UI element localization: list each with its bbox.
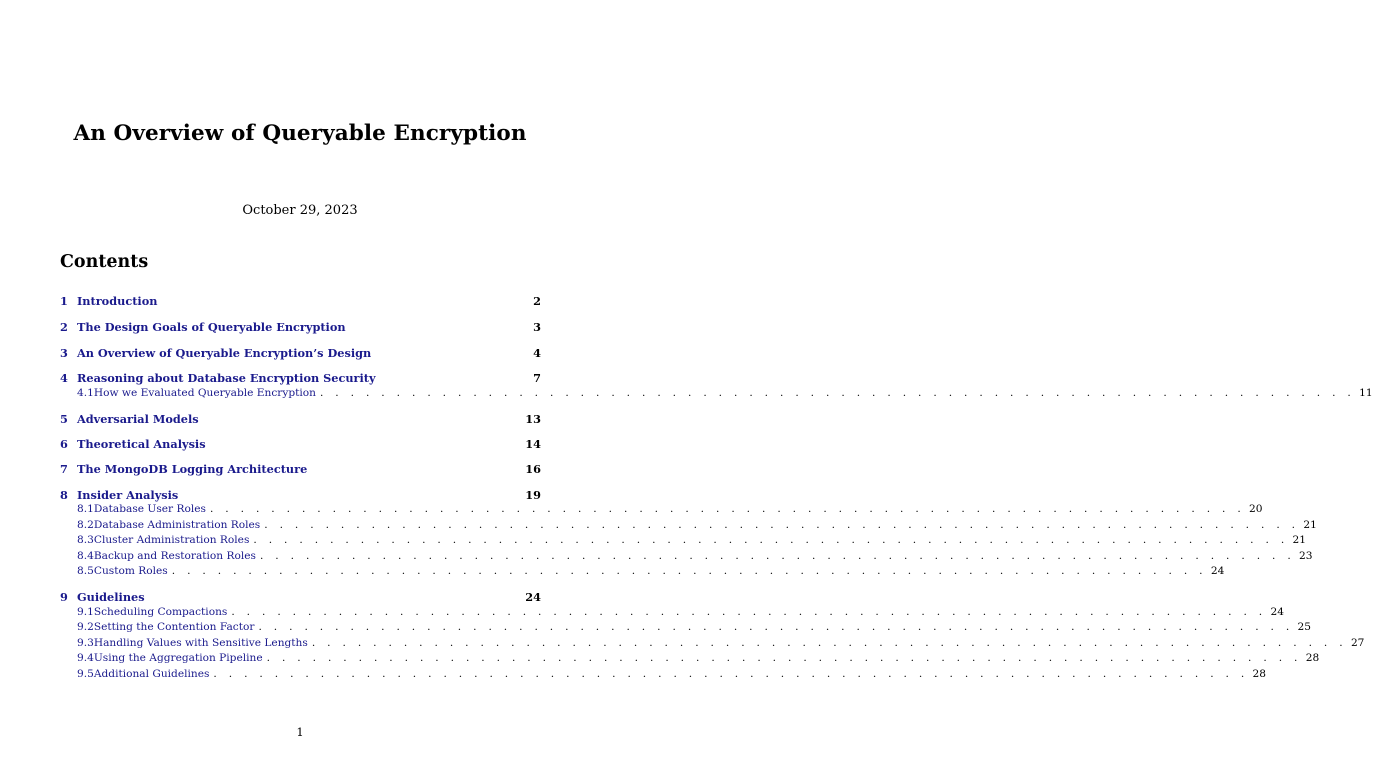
toc-label[interactable]: How we Evaluated Queryable Encryption (93, 387, 316, 399)
toc-label[interactable]: Backup and Restoration Roles (93, 550, 256, 562)
document-date: October 29, 2023 (242, 203, 358, 218)
toc-number: 7 (60, 462, 68, 476)
toc-leader-dots: . . . . . . . . . . . . . . . . . . . . . . . . . . . . . . . . . . . . . . . . . . . . . . . . . . . . . . . . . . . . . . . . . . . . (213, 668, 1249, 680)
toc-page[interactable]: 25 (1297, 621, 1312, 633)
toc-leader-dots: . . . . . . . . . . . . . . . . . . . . . . . . . . . . . . . . . . . . . . . . . . . . . . . . . . . . . . . . . . . . . . . . . . . . (266, 652, 1302, 664)
toc-subsection-9-2[interactable] (60, 621, 1312, 633)
toc-number: 9.1 (77, 606, 94, 618)
toc-page[interactable]: 2 (533, 294, 541, 308)
toc-label[interactable]: Database Administration Roles (93, 519, 261, 531)
toc-section-8[interactable] (60, 488, 541, 502)
toc-page[interactable]: 13 (525, 412, 541, 426)
toc-subsection-9-5[interactable] (60, 668, 1267, 680)
toc-number: 8.4 (77, 550, 94, 562)
toc-label[interactable]: Theoretical Analysis (77, 437, 206, 451)
toc-leader-dots: . . . . . . . . . . . . . . . . . . . . . . . . . . . . . . . . . . . . . . . . . . . . . . . . . . . . . . . . . . . . . . . . . . . . (231, 606, 1267, 618)
toc-number: 8.1 (77, 503, 94, 515)
toc-page[interactable]: 14 (525, 437, 541, 451)
toc-section-3[interactable] (60, 346, 541, 360)
toc-page[interactable]: 24 (525, 590, 541, 604)
toc-number: 9.4 (77, 652, 94, 664)
toc-label[interactable]: Handling Values with Sensitive Lengths (93, 637, 308, 649)
toc-label[interactable]: Reasoning about Database Encryption Security (77, 371, 376, 385)
toc-label[interactable]: Adversarial Models (77, 412, 199, 426)
toc-label[interactable]: Scheduling Compactions (93, 606, 228, 618)
toc-page[interactable]: 3 (533, 320, 541, 334)
toc-number: 8.3 (77, 534, 94, 546)
toc-number: 9.3 (77, 637, 94, 649)
toc-subsection-8-3[interactable] (60, 534, 1306, 546)
toc-subsection-4-1[interactable] (60, 387, 1373, 399)
toc-label[interactable]: Setting the Contention Factor (93, 621, 255, 633)
toc-label[interactable]: The Design Goals of Queryable Encryption (77, 320, 346, 334)
toc-subsection-8-2[interactable] (60, 519, 1317, 531)
toc-label[interactable]: Guidelines (77, 590, 145, 604)
toc-page[interactable]: 19 (525, 488, 541, 502)
toc-section-6[interactable] (60, 437, 541, 451)
toc-page[interactable]: 21 (1292, 534, 1306, 546)
toc-subsection-9-1[interactable] (60, 606, 1284, 618)
toc-leader-dots: . . . . . . . . . . . . . . . . . . . . . . . . . . . . . . . . . . . . . . . . . . . . . . . . . . . . . . . . . . . . . . . . . . . . (319, 387, 1356, 399)
toc-page[interactable]: 24 (1270, 606, 1284, 618)
toc-leader-dots: . . . . . . . . . . . . . . . . . . . . . . . . . . . . . . . . . . . . . . . . . . . . . . . . . . . . . . . . . . . . . . . . . . . . (258, 621, 1294, 633)
toc-page[interactable]: 24 (1210, 565, 1225, 577)
toc-label[interactable]: Insider Analysis (77, 488, 179, 502)
toc-label[interactable]: Custom Roles (93, 565, 168, 577)
toc-number: 1 (60, 294, 68, 308)
toc-leader-dots: . . . . . . . . . . . . . . . . . . . . . . . . . . . . . . . . . . . . . . . . . . . . . . . . . . . . . . . . . . . . . . . . . . . . (171, 565, 1207, 577)
toc-number: 8.2 (77, 519, 94, 531)
toc-label[interactable]: Database User Roles (93, 503, 206, 515)
document-title: An Overview of Queryable Encryption (73, 121, 527, 146)
page-number: 1 (296, 725, 304, 739)
toc-number: 9.5 (77, 668, 94, 680)
toc-section-1[interactable] (60, 294, 541, 308)
toc-number: 2 (60, 320, 68, 334)
toc-label[interactable]: An Overview of Queryable Encryption’s Design (77, 346, 372, 360)
toc-number: 4.1 (77, 387, 94, 399)
contents-heading: Contents (60, 252, 149, 272)
toc-number: 4 (60, 371, 68, 385)
toc-page[interactable]: 4 (533, 346, 541, 360)
toc-label[interactable]: Cluster Administration Roles (93, 534, 250, 546)
toc-page[interactable]: 28 (1305, 652, 1320, 664)
toc-number: 8.5 (77, 565, 94, 577)
toc-number: 8 (60, 488, 68, 502)
toc-label[interactable]: The MongoDB Logging Architecture (77, 462, 308, 476)
toc-page[interactable]: 23 (1299, 550, 1313, 562)
toc-section-2[interactable] (60, 320, 541, 334)
toc-section-9[interactable] (60, 590, 541, 604)
toc-subsection-8-4[interactable] (60, 550, 1313, 562)
toc-number: 9 (60, 590, 68, 604)
toc-leader-dots: . . . . . . . . . . . . . . . . . . . . . . . . . . . . . . . . . . . . . . . . . . . . . . . . . . . . . . . . . . . . . . . . . . . . (264, 519, 1300, 531)
toc-subsection-9-3[interactable] (60, 637, 1365, 649)
toc-label[interactable]: Additional Guidelines (93, 668, 210, 680)
toc-section-7[interactable] (60, 462, 541, 476)
toc-page[interactable]: 28 (1252, 668, 1267, 680)
toc-page[interactable]: 21 (1303, 519, 1317, 531)
toc-leader-dots: . . . . . . . . . . . . . . . . . . . . . . . . . . . . . . . . . . . . . . . . . . . . . . . . . . . . . . . . . . . . . . . . . . . . (259, 550, 1296, 562)
toc-number: 6 (60, 437, 68, 451)
toc-subsection-8-5[interactable] (60, 565, 1225, 577)
toc-leader-dots: . . . . . . . . . . . . . . . . . . . . . . . . . . . . . . . . . . . . . . . . . . . . . . . . . . . . . . . . . . . . . . . . . . . . (311, 637, 1347, 649)
toc-section-4[interactable] (60, 371, 541, 385)
toc-subsection-9-4[interactable] (60, 652, 1320, 664)
toc-section-5[interactable] (60, 412, 541, 426)
toc-leader-dots: . . . . . . . . . . . . . . . . . . . . . . . . . . . . . . . . . . . . . . . . . . . . . . . . . . . . . . . . . . . . . . . . . . . . (253, 534, 1289, 546)
toc-leader-dots: . . . . . . . . . . . . . . . . . . . . . . . . . . . . . . . . . . . . . . . . . . . . . . . . . . . . . . . . . . . . . . . . . . . . (209, 503, 1246, 515)
toc-page[interactable]: 7 (533, 371, 541, 385)
toc-number: 9.2 (77, 621, 94, 633)
toc-subsection-8-1[interactable] (60, 503, 1263, 515)
toc-number: 5 (60, 412, 68, 426)
toc-label[interactable]: Using the Aggregation Pipeline (93, 652, 263, 664)
toc-page[interactable]: 11 (1359, 387, 1373, 399)
toc-number: 3 (60, 346, 68, 360)
toc-label[interactable]: Introduction (77, 294, 158, 308)
toc-page[interactable]: 27 (1350, 637, 1365, 649)
toc-page[interactable]: 20 (1249, 503, 1263, 515)
toc-page[interactable]: 16 (525, 462, 541, 476)
